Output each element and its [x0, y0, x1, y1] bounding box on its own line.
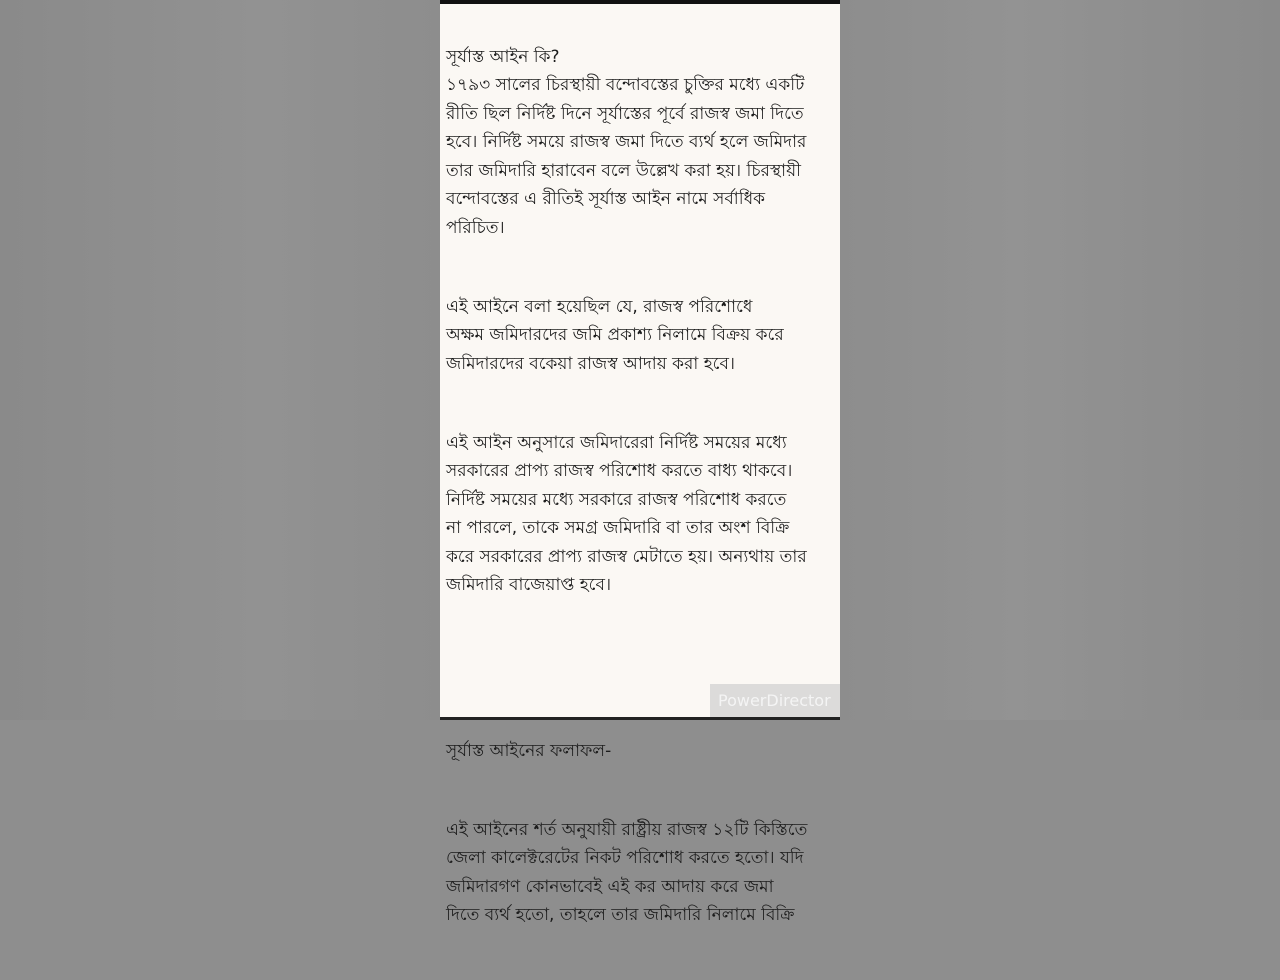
paragraph-4	[446, 816, 842, 930]
blurred-side-left	[0, 0, 440, 720]
text-line: এই আইন অনুসারে জমিদারেরা নির্দিষ্ট সময়ের মধ্যে	[446, 432, 787, 453]
text-line: তার জমিদারি হারাবেন বলে উল্লেখ করা হয়। চিরস্থায়ী	[446, 160, 801, 181]
text-line: দিতে ব্যর্থ হতো, তাহলে তার জমিদারি নিলামে বিক্রি	[446, 905, 795, 925]
paragraph-2	[446, 293, 842, 379]
text-line: এই আইনে বলা হয়েছিল যে, রাজস্ব পরিশোধে	[446, 296, 753, 317]
text-line: ১৭৯৩ সালের চিরস্থায়ী বন্দোবস্তের চুক্তির মধ্যে একটি	[446, 75, 805, 95]
text-line: জেলা কালেক্টরেটের নিকট পরিশোধ করতে হতো। যদি	[446, 848, 804, 868]
document-text	[446, 14, 842, 980]
text-line: সরকারের প্রাপ্য রাজস্ব পরিশোধ করতে বাধ্য থাকবে।	[446, 461, 793, 481]
section-title: সূর্যাস্ত আইনের ফলাফল-	[446, 740, 612, 761]
text-line: পরিচিত।	[446, 217, 505, 238]
text-line: জমিদারদের বকেয়া রাজস্ব আদায় করা হবে।	[446, 353, 736, 374]
document-screenshot	[440, 0, 840, 925]
paragraph-3	[446, 429, 842, 600]
text-line: অক্ষম জমিদারদের জমি প্রকাশ্য নিলামে বিক্রয় করে	[446, 325, 784, 345]
blurred-side-right	[840, 0, 1280, 720]
text-line: এই আইনের শর্ত অনুযায়ী রাষ্ট্রীয় রাজস্ব ১২টি কিস্তিতে	[446, 819, 808, 840]
text-line: জমিদারগণ কোনভাবেই এই কর আদায় করে জমা	[446, 876, 774, 897]
section-2-heading	[446, 737, 842, 766]
document-title: সূর্যাস্ত আইন কি?	[446, 46, 560, 67]
watermark: PowerDirector	[710, 684, 840, 718]
text-line: বন্দোবস্তের এ রীতিই সূর্যাস্ত আইন নামে সর্বাধিক	[446, 189, 766, 209]
text-line: না পারলে, তাকে সমগ্র জমিদারি বা তার অংশ বিক্রি	[446, 518, 790, 538]
bottom-edge	[440, 717, 840, 720]
paragraph-1	[446, 43, 842, 243]
text-line: জমিদারি বাজেয়াপ্ত হবে।	[446, 575, 612, 595]
text-line: হবে। নির্দিষ্ট সময়ে রাজস্ব জমা দিতে ব্যর্থ হলে জমিদার	[446, 132, 807, 152]
text-line: করে সরকারের প্রাপ্য রাজস্ব মেটাতে হয়। অন্যথায় তার	[446, 546, 807, 567]
text-line: রীতি ছিল নির্দিষ্ট দিনে সূর্যাস্তের পূর্বে রাজস্ব জমা দিতে	[446, 103, 804, 124]
text-line: নির্দিষ্ট সময়ের মধ্যে সরকারে রাজস্ব পরিশোধ করতে	[446, 489, 787, 510]
